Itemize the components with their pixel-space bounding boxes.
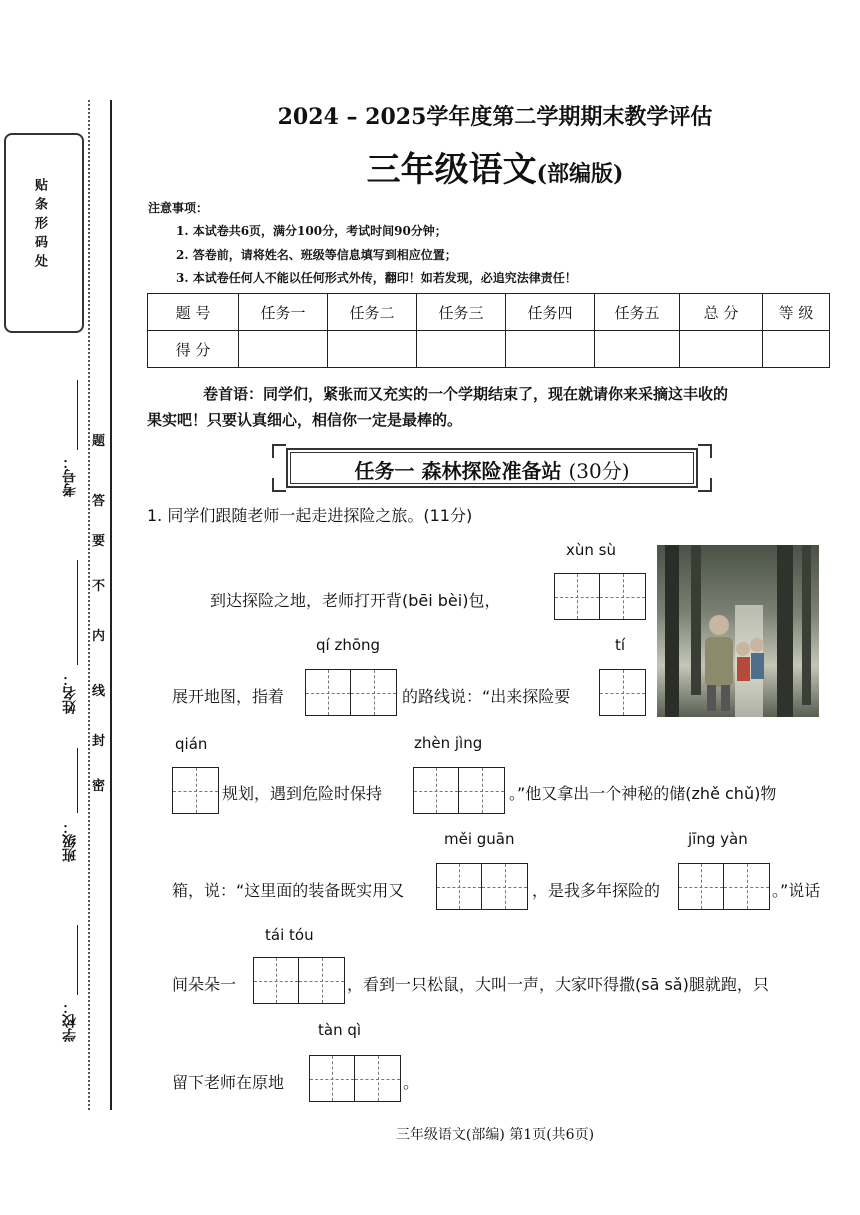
notice-item: 1. 本试卷共6页，满分100分，考试时间90分钟； [176,224,447,238]
barcode-label: 贴条形码处 [32,178,47,273]
answer-grid-meiguan[interactable] [436,863,528,910]
section-score: (30分) [568,459,630,483]
answer-grid-xunsu[interactable] [554,573,646,620]
kaohao-label: 考号： [62,455,78,497]
header-cell: 任务四 [506,294,595,331]
dotted-cut-line [88,100,90,1110]
forest-illustration [657,545,819,717]
answer-grid-zhenjing[interactable] [413,767,505,814]
score-cell[interactable] [417,331,506,368]
pinyin-qizhong: qí zhōng [316,636,381,654]
q1-line-4b: ，是我多年探险的 [532,881,661,900]
seal-char: 答 [92,494,106,509]
pinyin-meiguan: měi guān [444,830,515,848]
answer-grid-tanqi[interactable] [309,1055,401,1102]
q1-line-6a: 留下老师在原地 [172,1073,285,1092]
class-blank [77,748,78,813]
notice-item: 2. 答卷前，请将姓名、班级等信息填写到相应位置； [176,248,457,262]
notice-item: 3. 本试卷任何人不能以任何形式外传，翻印！如若发现，必追究法律责任！ [176,271,577,285]
seal-char: 线 [92,684,106,699]
intro-line-2: 果实吧！只要认真细心，相信你一定是最棒的。 [147,411,463,429]
seal-char: 内 [92,629,106,644]
pinyin-jingyan: jīng yàn [688,830,748,848]
q1-line-5b: ，看到一只松鼠，大叫一声，大家吓得撒(sā sǎ)腿就跑，只 [347,975,769,994]
q1-line-2b: 的路线说：“出来探险要 [402,687,571,706]
q1-line-1: 到达探险之地，老师打开背(bēi bèi)包， [210,591,501,610]
score-cell[interactable] [763,331,830,368]
section-banner [272,444,712,492]
section-name: 任务一 森林探险准备站 [354,459,562,483]
score-cell[interactable] [680,331,763,368]
header-cell: 任务三 [417,294,506,331]
pinyin-qian: qián [175,735,208,753]
header-cell: 总 分 [680,294,763,331]
seal-char: 不 [92,579,106,594]
score-table [147,293,830,368]
pinyin-taitou: tái tóu [265,926,314,944]
score-cell[interactable] [239,331,328,368]
school-label: 学校： [62,1000,78,1042]
answer-grid-jingyan[interactable] [678,863,770,910]
q1-line-3b: 。”他又拿出一个神秘的储(zhě chǔ)物 [509,784,777,803]
page-footer: 三年级语文(部编) 第1页(共6页) [395,1127,595,1143]
header-cell: 任务五 [595,294,680,331]
pinyin-xunsu: xùn sù [566,541,616,559]
score-cell[interactable] [328,331,417,368]
edition: (部编版) [536,161,624,187]
exam-subject [0,142,860,191]
answer-grid-qian[interactable] [172,767,219,814]
header-cell: 题 号 [148,294,239,331]
question-1-prompt: 1. 同学们跟随老师一起走进探险之旅。(11分) [147,506,473,525]
kaohao-blank [77,380,78,450]
intro-line-1: 卷首语：同学们，紧张而又充实的一个学期结束了，现在就请你来采摘这丰收的 [203,385,729,403]
school-blank [77,925,78,995]
header-cell: 任务二 [328,294,417,331]
answer-grid-ti[interactable] [599,669,646,716]
class-label: 班级： [62,820,78,862]
pinyin-tanqi: tàn qì [318,1021,362,1039]
name-label: 姓名： [62,672,78,714]
score-row-label: 得 分 [148,331,239,368]
q1-line-2a: 展开地图，指着 [172,687,285,706]
score-row [148,331,830,368]
pinyin-zhenjing: zhèn jìng [414,734,483,752]
seal-line [110,100,112,1110]
pinyin-ti: tí [615,636,626,654]
subject-name: 三年级语文 [366,150,537,190]
score-cell[interactable] [506,331,595,368]
q1-line-3a: 规划，遇到危险时保持 [222,784,383,803]
exam-title: 2024 – 2025学年度第二学期期末教学评估 [277,104,713,130]
score-header-row [148,294,830,331]
q1-line-4a: 箱，说：“这里面的装备既实用又 [172,881,405,900]
header-cell: 等 级 [763,294,830,331]
score-cell[interactable] [595,331,680,368]
q1-line-6b: 。 [403,1073,420,1092]
answer-grid-taitou[interactable] [253,957,345,1004]
seal-char: 密 [92,779,106,794]
answer-grid-qizhong[interactable] [305,669,397,716]
name-blank [77,560,78,665]
header-cell: 任务一 [239,294,328,331]
seal-char: 要 [92,534,106,549]
section-title [272,455,712,484]
notice-title: 注意事项： [148,201,209,215]
q1-line-5a: 间朵朵一 [172,975,237,994]
seal-char: 封 [92,734,106,749]
seal-char: 题 [92,434,106,449]
q1-line-4c: 。”说话 [772,881,821,900]
